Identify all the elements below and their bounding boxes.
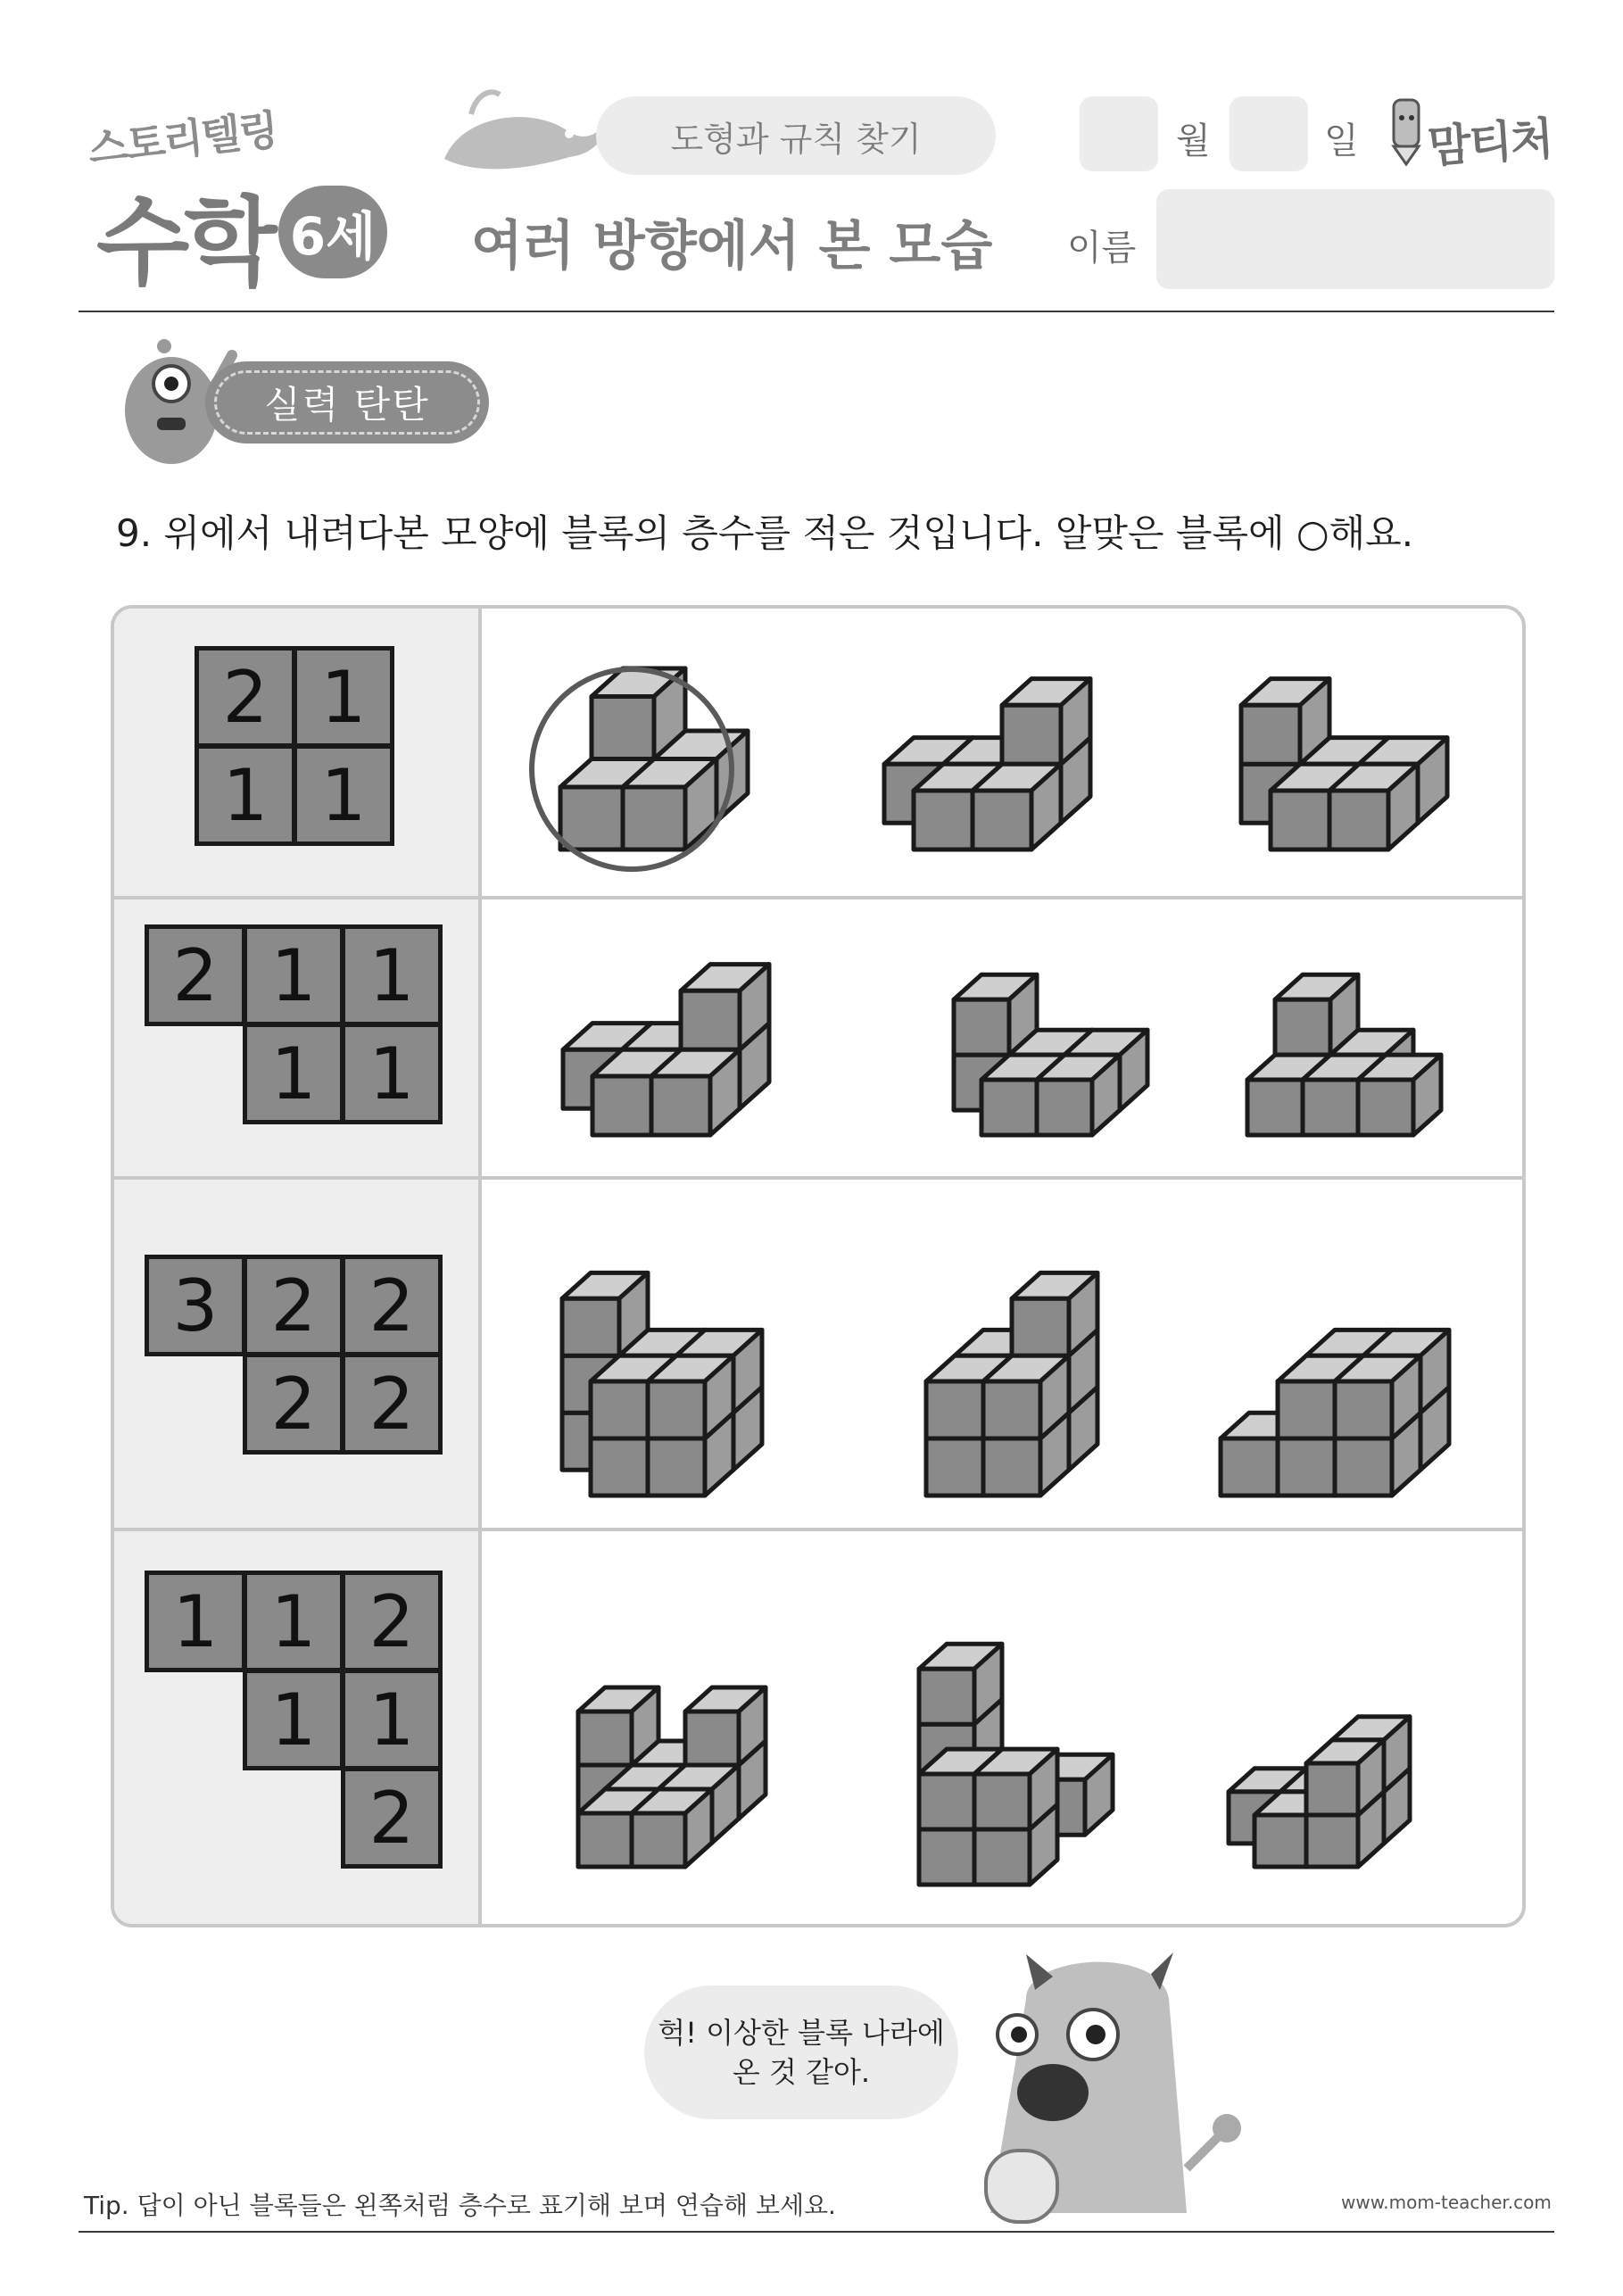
grid-cell: 2 (341, 1571, 443, 1672)
grid-cell: 2 (195, 646, 296, 748)
cube-face (1306, 1815, 1358, 1867)
cube-face (560, 787, 623, 850)
grid-cell: 3 (145, 1255, 246, 1356)
grid-cell: 1 (195, 744, 296, 846)
block-figure-r1-b[interactable] (846, 635, 1131, 867)
name-input[interactable] (1156, 189, 1554, 289)
cube-face (1335, 1381, 1392, 1438)
cube-face (1329, 791, 1388, 850)
cube-face (983, 1381, 1040, 1438)
grid-cell: 1 (243, 924, 344, 1026)
cube-face (1275, 999, 1330, 1055)
cube-face (974, 1774, 1030, 1829)
cube-face (648, 1381, 705, 1438)
cube-face (1278, 1438, 1335, 1496)
cube-face (974, 1829, 1030, 1885)
month-input[interactable] (1080, 96, 1158, 171)
month-label: 월 (1176, 120, 1211, 162)
cube-face (578, 1712, 632, 1765)
cube-face (592, 1076, 651, 1135)
grid-cell: 2 (341, 1353, 443, 1455)
block-figure-r4-a[interactable] (516, 1563, 837, 1902)
brand-title: 수학 (96, 187, 272, 299)
question-text: 9. 위에서 내려다본 모양에 블록의 층수를 적은 것입니다. 알맞은 블록에 ○해요. (116, 511, 1414, 555)
footer-divider (79, 2231, 1554, 2233)
cube-face (1335, 1438, 1392, 1496)
cube-face (1271, 791, 1329, 850)
speech-text: 헉! 이상한 블록 나라에 온 것 같아. (658, 2016, 945, 2089)
cube-face (926, 1438, 983, 1496)
row-divider (114, 1528, 1522, 1531)
grid-cell: 2 (243, 1255, 344, 1356)
site-url: www.mom-teacher.com (1341, 2192, 1552, 2213)
grid-cell: 1 (243, 1669, 344, 1770)
cube-face (919, 1774, 974, 1829)
cube-face (954, 999, 1009, 1055)
grid-cell: 1 (293, 646, 394, 748)
day-label: 일 (1324, 120, 1359, 162)
block-figure-r2-a[interactable] (525, 921, 828, 1153)
row-divider (114, 1176, 1522, 1180)
problem-table (111, 605, 1526, 1927)
name-label: 이름 (1067, 228, 1137, 269)
cube-face (1247, 1080, 1303, 1135)
block-figure-r4-b[interactable] (855, 1546, 1176, 1902)
block-figure-r1-c[interactable] (1203, 635, 1488, 867)
cube-face (591, 1438, 648, 1496)
block-figure-r3-b[interactable] (908, 1210, 1176, 1513)
cube-face (562, 1298, 619, 1355)
brand-subtitle: 스토리텔링 (86, 105, 279, 173)
lesson-title: 여러 방향에서 본 모습 (471, 215, 993, 278)
grid-cell: 2 (341, 1255, 443, 1356)
cube-face (1241, 705, 1300, 764)
cube-face (592, 697, 654, 759)
grid-cell: 1 (243, 1023, 344, 1124)
cube-face (632, 1813, 685, 1867)
cube-face (1221, 1438, 1278, 1496)
grid-cell: 1 (341, 924, 443, 1026)
cube-face (981, 1080, 1037, 1135)
brand-logo: 맘티처 (1426, 112, 1554, 173)
cube-face (983, 1438, 1040, 1496)
cube-face (926, 1381, 983, 1438)
row-divider (114, 896, 1522, 899)
grid-cell: 1 (243, 1571, 344, 1672)
tip-text: Tip. 답이 아닌 블록들은 왼쪽처럼 층수로 표기해 보며 연습해 보세요. (84, 2191, 836, 2220)
pencil-mascot-icon (1387, 95, 1428, 166)
grid-cell: 2 (243, 1353, 344, 1455)
cube-face (651, 1076, 710, 1135)
block-figure-r1-a[interactable] (534, 635, 766, 867)
cube-face (919, 1829, 974, 1885)
cube-face (623, 787, 685, 850)
block-figure-r4-c[interactable] (1194, 1563, 1497, 1902)
day-input[interactable] (1230, 96, 1308, 171)
cube-face (1358, 1080, 1413, 1135)
section-tag: 실력 탄탄 (205, 361, 489, 443)
cube-face (1306, 1763, 1358, 1815)
monster-character-icon (901, 1945, 1294, 2231)
cube-face (1303, 1080, 1358, 1135)
cube-face (919, 1669, 974, 1724)
grid-cell: 1 (341, 1669, 443, 1770)
cube-face (578, 1813, 632, 1867)
grid-cell: 1 (293, 744, 394, 846)
cube-face (591, 1381, 648, 1438)
grid-cell: 2 (145, 924, 246, 1026)
cube-face (685, 1712, 739, 1765)
cube-face (681, 991, 740, 1049)
cube-face (1278, 1381, 1335, 1438)
cube-face (973, 791, 1031, 850)
header-divider (79, 311, 1554, 312)
cube-face (1037, 1080, 1092, 1135)
grid-cell: 1 (145, 1571, 246, 1672)
block-figure-r2-c[interactable] (1238, 921, 1506, 1153)
cube-face (1002, 705, 1061, 764)
grid-cell: 2 (341, 1767, 443, 1869)
cube-face (914, 791, 973, 850)
grid-cell: 1 (341, 1023, 443, 1124)
block-figure-r3-c[interactable] (1212, 1210, 1506, 1513)
cube-face (648, 1438, 705, 1496)
whale-icon (435, 79, 614, 186)
block-figure-r3-a[interactable] (525, 1210, 810, 1513)
age-badge: 6세 (278, 186, 387, 278)
cube-face (1012, 1298, 1069, 1355)
chapter-title: 도형과 규칙 찾기 (596, 96, 996, 175)
block-figure-r2-b[interactable] (908, 921, 1176, 1153)
cube-face (1255, 1815, 1306, 1867)
